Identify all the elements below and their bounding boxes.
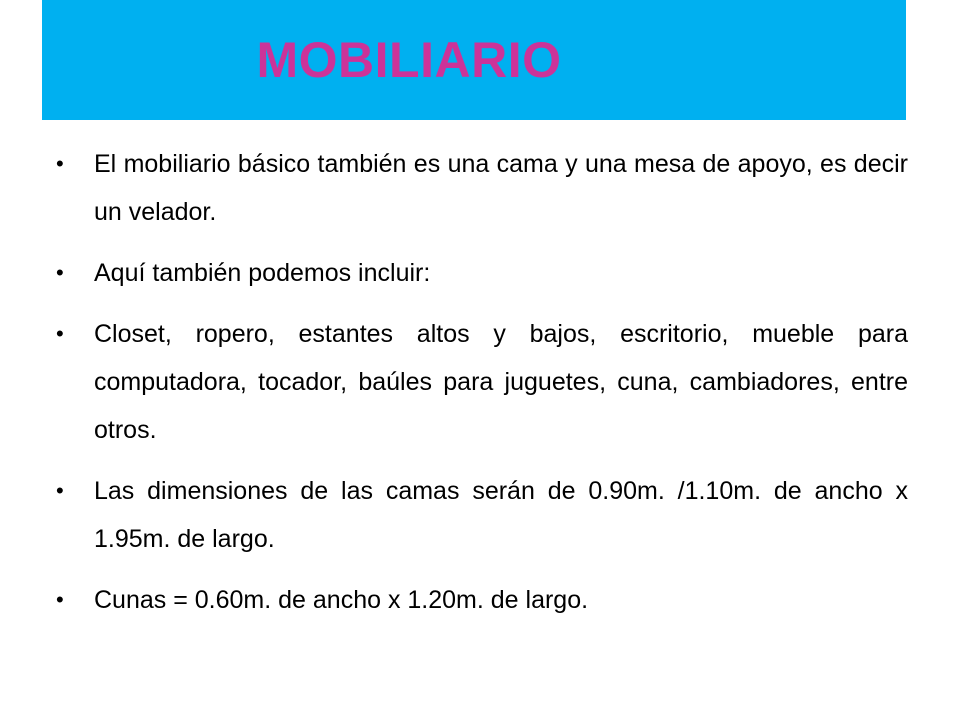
bullet-text: El mobiliario básico también es una cama y una mesa de apoyo, es decir un velador. xyxy=(94,150,908,226)
bullet-list xyxy=(56,140,908,637)
bullet-item xyxy=(56,140,908,236)
bullet-icon: • xyxy=(56,478,64,503)
slide-title: MOBILIARIO xyxy=(256,32,562,88)
bullet-text: Aquí también podemos incluir: xyxy=(94,259,431,287)
bullet-icon: • xyxy=(56,151,64,176)
bullet-icon: • xyxy=(56,260,64,285)
bullet-item xyxy=(56,467,908,563)
bullet-icon: • xyxy=(56,321,64,346)
bullet-item xyxy=(56,576,908,624)
bullet-text: Las dimensiones de las camas serán de 0.90m. /1.10m. de ancho x 1.95m. de largo. xyxy=(94,477,908,553)
bullet-text: Closet, ropero, estantes altos y bajos, escritorio, mueble para computadora, tocador, baúles para juguetes, cuna, cambiadores, entre otros. xyxy=(94,320,908,444)
bullet-item xyxy=(56,249,908,297)
title-bar xyxy=(42,0,906,120)
bullet-item xyxy=(56,310,908,454)
bullet-text: Cunas = 0.60m. de ancho x 1.20m. de largo. xyxy=(94,586,589,614)
bullet-icon: • xyxy=(56,587,64,612)
